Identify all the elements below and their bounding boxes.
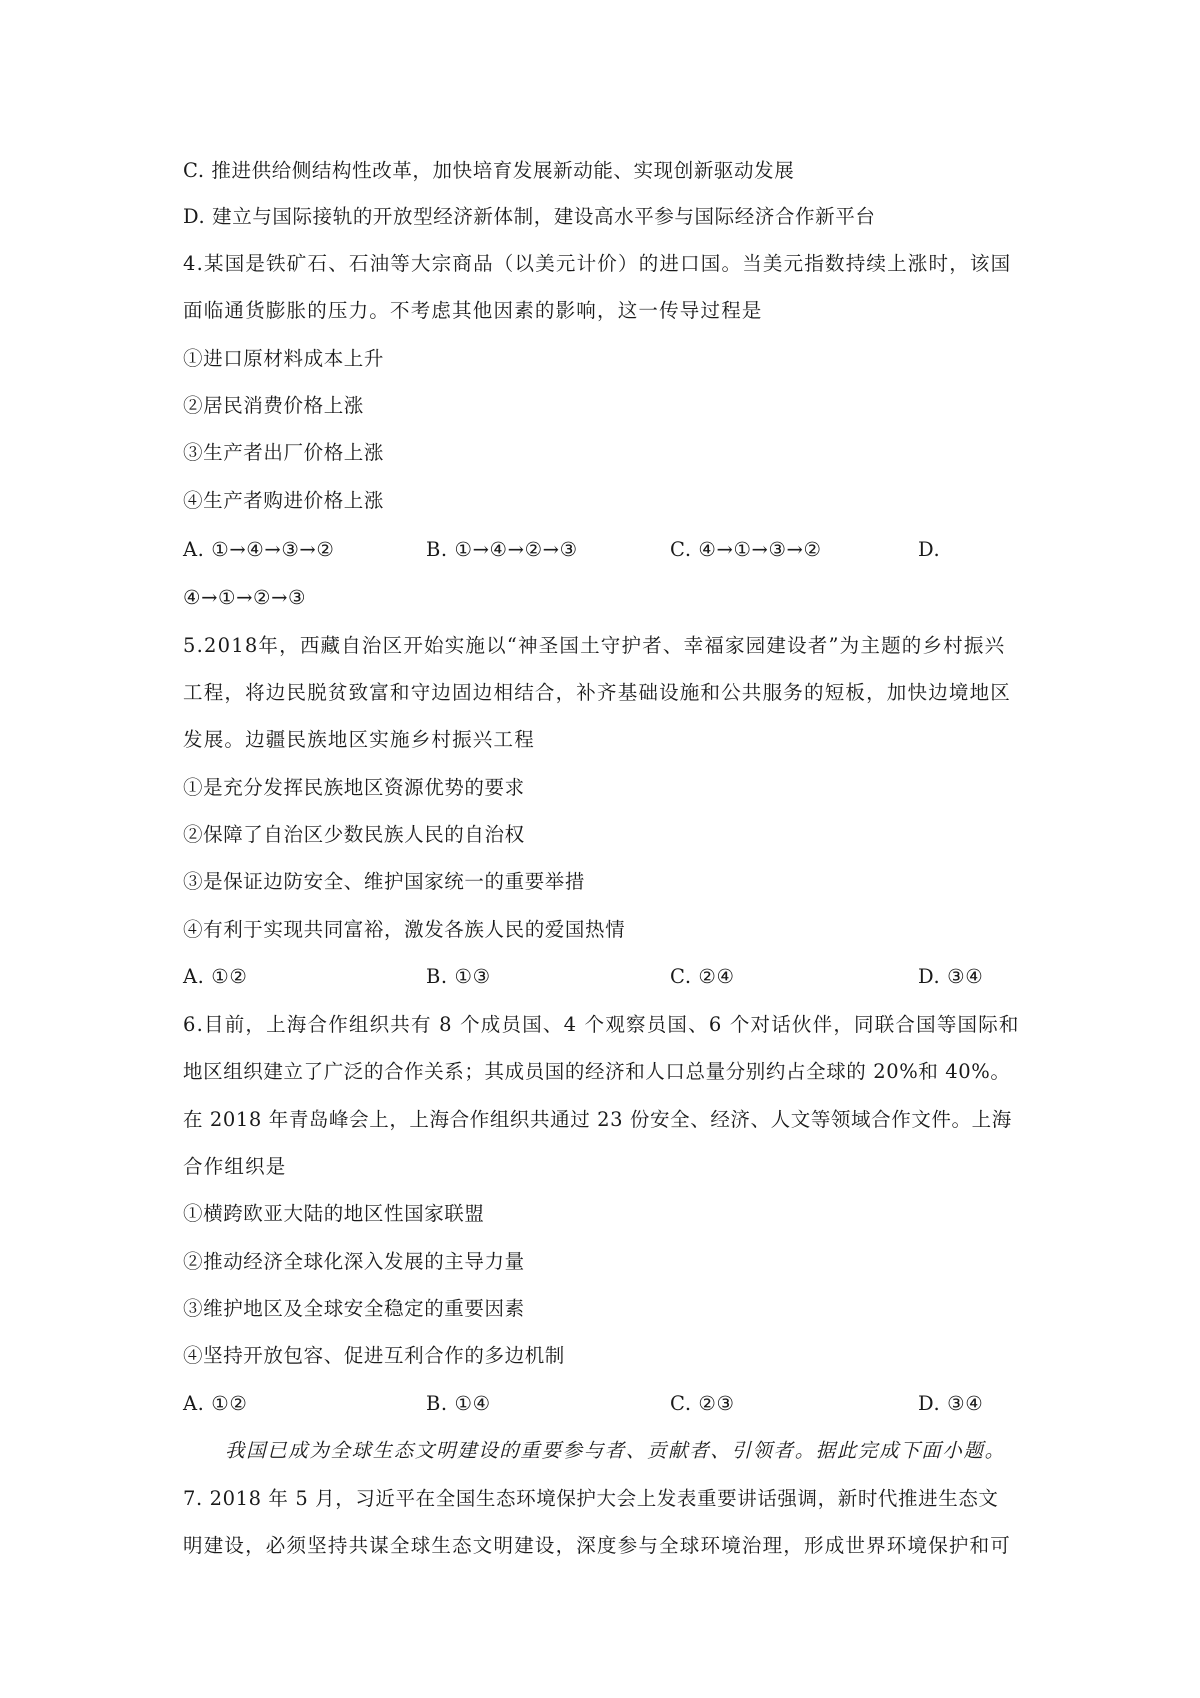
q4-option-c: C. ④→①→③→② — [670, 538, 822, 561]
q6-stem-line-1: 6.目前，上海合作组织共有 8 个成员国、4 个观察员国、6 个对话伙伴，同联合国等国际和 — [183, 1013, 1020, 1036]
q5-item-4: ④有利于实现共同富裕，激发各族人民的爱国热情 — [183, 918, 626, 941]
q5-option-d: D. ③④ — [918, 965, 984, 988]
q6-stem-line-2: 地区组织建立了广泛的合作关系；其成员国的经济和人口总量分别约占全球的 20%和 40%。 — [183, 1060, 1011, 1083]
q6-stem-line-4: 合作组织是 — [183, 1155, 287, 1178]
q4-option-b: B. ①→④→②→③ — [426, 538, 578, 561]
q4-stem-line-1: 4.某国是铁矿石、石油等大宗商品（以美元计价）的进口国。当美元指数持续上涨时，该国 — [183, 252, 1012, 275]
q4-option-d-label: D. — [918, 538, 941, 561]
q6-option-d: D. ③④ — [918, 1392, 984, 1415]
q6-item-1: ①横跨欧亚大陆的地区性国家联盟 — [183, 1202, 485, 1225]
q7-stem-line-2: 明建设，必须坚持共谋全球生态文明建设，深度参与全球环境治理，形成世界环境保护和可 — [183, 1534, 1012, 1557]
q6-option-a: A. ①② — [183, 1392, 248, 1415]
q4-item-3: ③生产者出厂价格上涨 — [183, 441, 385, 464]
q4-item-2: ②居民消费价格上涨 — [183, 394, 364, 417]
q7-stem-line-1: 7. 2018 年 5 月，习近平在全国生态环境保护大会上发表重要讲话强调，新时代推进生态文 — [183, 1487, 999, 1510]
q4-stem-line-2: 面临通货膨胀的压力。不考虑其他因素的影响，这一传导过程是 — [183, 299, 763, 322]
q6-item-3: ③维护地区及全球安全稳定的重要因素 — [183, 1297, 525, 1320]
q5-option-b: B. ①③ — [426, 965, 491, 988]
q5-item-1: ①是充分发挥民族地区资源优势的要求 — [183, 776, 525, 799]
q6-item-4: ④坚持开放包容、促进互利合作的多边机制 — [183, 1344, 565, 1367]
q6-option-b: B. ①④ — [426, 1392, 491, 1415]
q4-option-a: A. ①→④→③→② — [183, 538, 335, 561]
q6-stem-line-3: 在 2018 年青岛峰会上，上海合作组织共通过 23 份安全、经济、人文等领域合作文件。上海 — [183, 1108, 1012, 1131]
q3-option-c: C. 推进供给侧结构性改革，加快培育发展新动能、实现创新驱动发展 — [183, 159, 795, 182]
q7-intro: 我国已成为全球生态文明建设的重要参与者、贡献者、引领者。据此完成下面小题。 — [225, 1439, 1006, 1462]
q4-item-4: ④生产者购进价格上涨 — [183, 489, 385, 512]
q5-stem-line-3: 发展。边疆民族地区实施乡村振兴工程 — [183, 728, 535, 751]
q5-option-a: A. ①② — [183, 965, 248, 988]
q5-item-3: ③是保证边防安全、维护国家统一的重要举措 — [183, 870, 586, 893]
q5-option-c: C. ②④ — [670, 965, 735, 988]
q5-stem-line-1: 5.2018年，西藏自治区开始实施以“神圣国土守护者、幸福家园建设者”为主题的乡村振兴 — [183, 634, 1006, 657]
q5-stem-line-2: 工程，将边民脱贫致富和守边固边相结合，补齐基础设施和公共服务的短板，加快边境地区 — [183, 681, 1012, 704]
q6-item-2: ②推动经济全球化深入发展的主导力量 — [183, 1250, 525, 1273]
q5-item-2: ②保障了自治区少数民族人民的自治权 — [183, 823, 525, 846]
q6-option-c: C. ②③ — [670, 1392, 735, 1415]
q4-item-1: ①进口原材料成本上升 — [183, 347, 385, 370]
q4-option-d-content: ④→①→②→③ — [183, 586, 307, 609]
q3-option-d: D. 建立与国际接轨的开放型经济新体制，建设高水平参与国际经济合作新平台 — [183, 205, 876, 228]
